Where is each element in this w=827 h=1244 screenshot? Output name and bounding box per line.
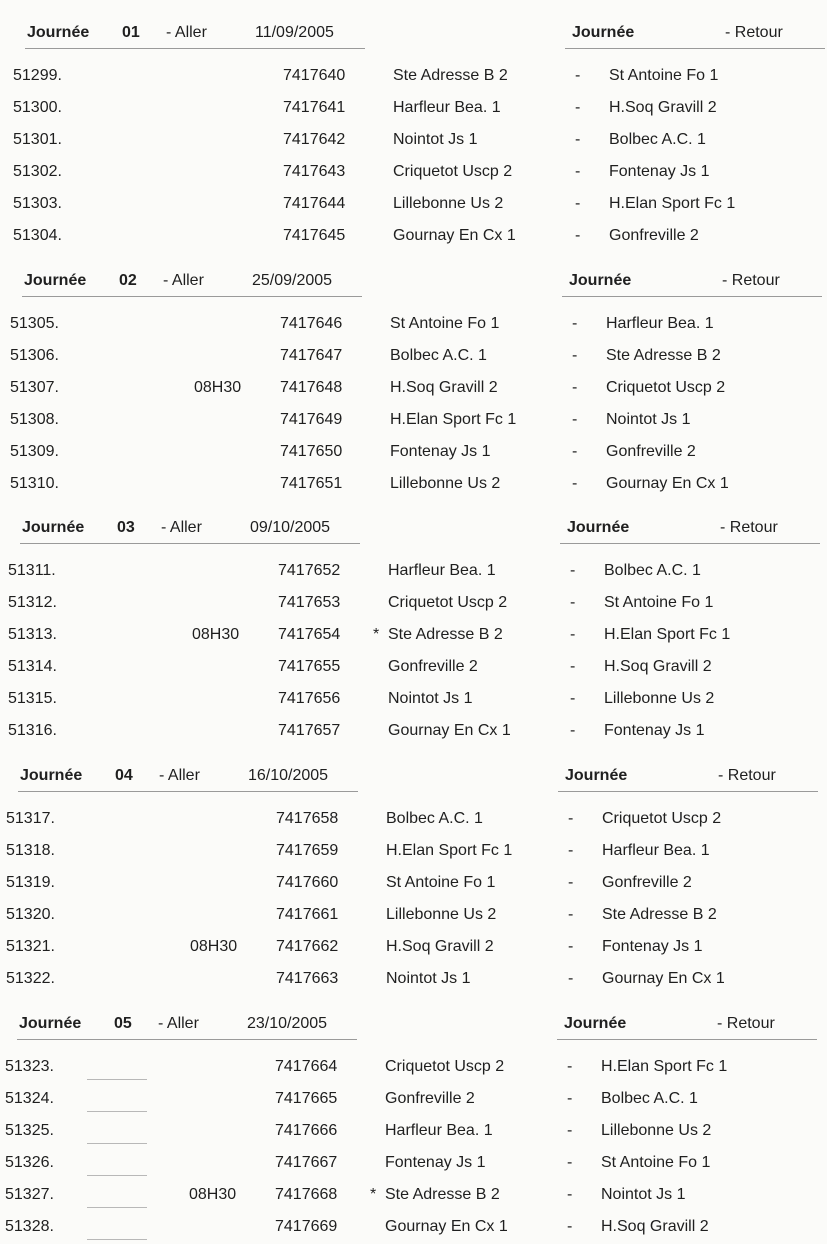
aller-date: 11/09/2005 (255, 24, 334, 41)
vs-dash: - (570, 658, 576, 675)
match-code: 7417657 (278, 722, 341, 739)
home-team: St Antoine Fo 1 (386, 874, 496, 891)
away-team: St Antoine Fo 1 (604, 594, 714, 611)
vs-dash: - (570, 594, 576, 611)
match-row (0, 868, 827, 900)
match-code: 7417640 (283, 67, 346, 84)
away-team: Criquetot Uscp 2 (606, 379, 726, 396)
aller-date: 25/09/2005 (252, 272, 333, 289)
home-team: Criquetot Uscp 2 (388, 594, 508, 611)
journee-header (0, 513, 827, 543)
aller-label: - Aller (159, 767, 200, 784)
home-team: Harfleur Bea. 1 (385, 1122, 493, 1139)
match-row (0, 221, 827, 253)
match-row (0, 588, 827, 620)
match-row (0, 620, 827, 652)
match-id: 51301. (13, 131, 62, 148)
away-team: Lillebonne Us 2 (604, 690, 715, 707)
home-team: Gournay En Cx 1 (388, 722, 511, 739)
vs-dash: - (568, 970, 574, 987)
away-team: Gournay En Cx 1 (606, 475, 729, 492)
vs-dash: - (567, 1090, 573, 1107)
match-row (0, 1212, 827, 1244)
journee-number: 02 (119, 272, 137, 289)
match-code: 7417644 (283, 195, 346, 212)
header-rule (17, 1039, 357, 1040)
match-id: 51316. (8, 722, 57, 739)
vs-dash: - (575, 195, 581, 212)
remark-mark: * (370, 1186, 377, 1203)
journee-number: 03 (117, 519, 135, 536)
match-code: 7417648 (280, 379, 343, 396)
match-code: 7417659 (276, 842, 339, 859)
retour-journee-label: Journée (572, 24, 635, 41)
match-row (0, 652, 827, 684)
away-team: Fontenay Js 1 (602, 938, 703, 955)
kickoff-time: 08H30 (194, 379, 242, 396)
match-code: 7417668 (275, 1186, 338, 1203)
match-code: 7417664 (275, 1058, 338, 1075)
away-team: Criquetot Uscp 2 (602, 810, 722, 827)
match-id: 51328. (5, 1218, 54, 1235)
match-id: 51311. (8, 562, 56, 579)
match-id: 51305. (10, 315, 59, 332)
header-rule (565, 48, 825, 49)
away-team: H.Soq Gravill 2 (604, 658, 712, 675)
match-id: 51309. (10, 443, 59, 460)
away-team: Ste Adresse B 2 (606, 347, 721, 364)
vs-dash: - (567, 1122, 573, 1139)
match-code: 7417654 (278, 626, 341, 643)
match-id: 51326. (5, 1154, 54, 1171)
match-row (0, 684, 827, 716)
vs-dash: - (567, 1218, 573, 1235)
match-id: 51312. (8, 594, 57, 611)
vs-dash: - (570, 562, 576, 579)
journee-header (0, 266, 827, 296)
vs-dash: - (570, 690, 576, 707)
home-team: H.Elan Sport Fc 1 (386, 842, 513, 859)
match-id: 51306. (10, 347, 59, 364)
match-id: 51314. (8, 658, 57, 675)
journee-header (0, 1009, 827, 1039)
match-id: 51323. (5, 1058, 54, 1075)
vs-dash: - (572, 379, 578, 396)
home-team: Nointot Js 1 (393, 131, 478, 148)
match-row (0, 341, 827, 373)
match-row (0, 1116, 827, 1148)
match-id: 51304. (13, 227, 62, 244)
header-rule (560, 543, 820, 544)
away-team: Harfleur Bea. 1 (602, 842, 710, 859)
header-rule (20, 543, 360, 544)
match-id: 51327. (5, 1186, 54, 1203)
vs-dash: - (570, 722, 576, 739)
home-team: Gournay En Cx 1 (385, 1218, 508, 1235)
aller-label: - Aller (166, 24, 207, 41)
vs-dash: - (572, 411, 578, 428)
kickoff-time: 08H30 (189, 1186, 237, 1203)
journee-header (0, 18, 827, 48)
signature-line (87, 1239, 147, 1240)
aller-date: 09/10/2005 (250, 519, 331, 536)
match-code: 7417641 (283, 99, 346, 116)
match-id: 51321. (6, 938, 55, 955)
retour-label: - Retour (718, 767, 776, 784)
away-team: St Antoine Fo 1 (601, 1154, 711, 1171)
match-id: 51300. (13, 99, 62, 116)
home-team: Nointot Js 1 (386, 970, 471, 987)
home-team: Fontenay Js 1 (390, 443, 491, 460)
match-row (0, 437, 827, 469)
match-code: 7417642 (283, 131, 346, 148)
retour-journee-label: Journée (565, 767, 628, 784)
home-team: Ste Adresse B 2 (393, 67, 508, 84)
match-row (0, 900, 827, 932)
away-team: Gonfreville 2 (609, 227, 699, 244)
match-code: 7417656 (278, 690, 341, 707)
retour-label: - Retour (720, 519, 778, 536)
remark-mark: * (373, 626, 380, 643)
signature-line (87, 1207, 147, 1208)
match-row (0, 309, 827, 341)
aller-label: - Aller (158, 1015, 199, 1032)
match-row (0, 804, 827, 836)
away-team: Fontenay Js 1 (609, 163, 710, 180)
journee-number: 01 (122, 24, 140, 41)
away-team: Nointot Js 1 (606, 411, 691, 428)
signature-line (87, 1111, 147, 1112)
journee-label: Journée (20, 767, 83, 784)
match-code: 7417663 (276, 970, 339, 987)
match-id: 51320. (6, 906, 55, 923)
header-rule (25, 48, 365, 49)
match-row (0, 836, 827, 868)
match-code: 7417647 (280, 347, 343, 364)
home-team: H.Soq Gravill 2 (386, 938, 494, 955)
match-code: 7417666 (275, 1122, 338, 1139)
signature-line (87, 1175, 147, 1176)
aller-date: 23/10/2005 (247, 1015, 328, 1032)
away-team: H.Soq Gravill 2 (609, 99, 717, 116)
match-id: 51307. (10, 379, 59, 396)
home-team: Lillebonne Us 2 (390, 475, 501, 492)
retour-journee-label: Journée (564, 1015, 627, 1032)
signature-line (87, 1143, 147, 1144)
match-row (0, 1052, 827, 1084)
match-id: 51318. (6, 842, 55, 859)
journee-label: Journée (19, 1015, 82, 1032)
vs-dash: - (567, 1186, 573, 1203)
kickoff-time: 08H30 (192, 626, 240, 643)
match-code: 7417655 (278, 658, 341, 675)
away-team: Nointot Js 1 (601, 1186, 686, 1203)
vs-dash: - (572, 315, 578, 332)
retour-label: - Retour (717, 1015, 775, 1032)
vs-dash: - (568, 842, 574, 859)
match-code: 7417643 (283, 163, 346, 180)
match-row (0, 1180, 827, 1212)
home-team: Fontenay Js 1 (385, 1154, 486, 1171)
home-team: Gonfreville 2 (385, 1090, 475, 1107)
match-id: 51322. (6, 970, 55, 987)
match-row (0, 469, 827, 501)
vs-dash: - (572, 475, 578, 492)
aller-label: - Aller (163, 272, 204, 289)
vs-dash: - (568, 810, 574, 827)
match-id: 51302. (13, 163, 62, 180)
journee-label: Journée (24, 272, 87, 289)
vs-dash: - (570, 626, 576, 643)
match-row (0, 964, 827, 996)
home-team: Lillebonne Us 2 (393, 195, 504, 212)
vs-dash: - (575, 67, 581, 84)
match-row (0, 157, 827, 189)
away-team: Fontenay Js 1 (604, 722, 705, 739)
signature-line (87, 1079, 147, 1080)
away-team: Bolbec A.C. 1 (601, 1090, 698, 1107)
journee-label: Journée (27, 24, 90, 41)
home-team: Ste Adresse B 2 (385, 1186, 500, 1203)
match-row (0, 556, 827, 588)
match-code: 7417669 (275, 1218, 338, 1235)
away-team: H.Elan Sport Fc 1 (601, 1058, 728, 1075)
match-row (0, 93, 827, 125)
match-row (0, 61, 827, 93)
away-team: H.Elan Sport Fc 1 (609, 195, 736, 212)
match-code: 7417653 (278, 594, 341, 611)
match-code: 7417661 (276, 906, 339, 923)
away-team: St Antoine Fo 1 (609, 67, 719, 84)
header-rule (558, 791, 818, 792)
match-id: 51308. (10, 411, 59, 428)
match-row (0, 125, 827, 157)
match-code: 7417660 (276, 874, 339, 891)
away-team: Bolbec A.C. 1 (609, 131, 706, 148)
match-code: 7417662 (276, 938, 339, 955)
retour-journee-label: Journée (567, 519, 630, 536)
match-id: 51299. (13, 67, 62, 84)
home-team: Ste Adresse B 2 (388, 626, 503, 643)
vs-dash: - (572, 443, 578, 460)
home-team: Bolbec A.C. 1 (386, 810, 483, 827)
match-row (0, 189, 827, 221)
vs-dash: - (568, 938, 574, 955)
match-code: 7417658 (276, 810, 339, 827)
aller-label: - Aller (161, 519, 202, 536)
match-id: 51319. (6, 874, 55, 891)
match-id: 51325. (5, 1122, 54, 1139)
match-row (0, 1084, 827, 1116)
home-team: Harfleur Bea. 1 (388, 562, 496, 579)
home-team: Criquetot Uscp 2 (393, 163, 513, 180)
home-team: Lillebonne Us 2 (386, 906, 497, 923)
retour-label: - Retour (722, 272, 780, 289)
away-team: Gonfreville 2 (602, 874, 692, 891)
match-code: 7417650 (280, 443, 343, 460)
header-rule (557, 1039, 817, 1040)
vs-dash: - (567, 1154, 573, 1171)
away-team: Ste Adresse B 2 (602, 906, 717, 923)
match-row (0, 716, 827, 748)
match-id: 51324. (5, 1090, 54, 1107)
match-code: 7417651 (280, 475, 343, 492)
vs-dash: - (575, 99, 581, 116)
match-code: 7417645 (283, 227, 346, 244)
vs-dash: - (575, 163, 581, 180)
vs-dash: - (568, 874, 574, 891)
home-team: St Antoine Fo 1 (390, 315, 500, 332)
home-team: Gournay En Cx 1 (393, 227, 516, 244)
vs-dash: - (572, 347, 578, 364)
journee-number: 04 (115, 767, 133, 784)
match-row (0, 405, 827, 437)
vs-dash: - (575, 227, 581, 244)
home-team: Gonfreville 2 (388, 658, 478, 675)
retour-journee-label: Journée (569, 272, 632, 289)
home-team: Nointot Js 1 (388, 690, 473, 707)
header-rule (22, 296, 362, 297)
away-team: H.Soq Gravill 2 (601, 1218, 709, 1235)
match-row (0, 932, 827, 964)
away-team: Gournay En Cx 1 (602, 970, 725, 987)
match-id: 51303. (13, 195, 62, 212)
retour-label: - Retour (725, 24, 783, 41)
home-team: Criquetot Uscp 2 (385, 1058, 505, 1075)
match-code: 7417646 (280, 315, 343, 332)
home-team: H.Elan Sport Fc 1 (390, 411, 517, 428)
home-team: H.Soq Gravill 2 (390, 379, 498, 396)
away-team: Gonfreville 2 (606, 443, 696, 460)
match-id: 51310. (10, 475, 59, 492)
vs-dash: - (568, 906, 574, 923)
match-id: 51317. (6, 810, 55, 827)
away-team: Harfleur Bea. 1 (606, 315, 714, 332)
vs-dash: - (575, 131, 581, 148)
aller-date: 16/10/2005 (248, 767, 329, 784)
journee-number: 05 (114, 1015, 132, 1032)
home-team: Harfleur Bea. 1 (393, 99, 501, 116)
away-team: Bolbec A.C. 1 (604, 562, 701, 579)
away-team: H.Elan Sport Fc 1 (604, 626, 731, 643)
match-row (0, 373, 827, 405)
match-code: 7417649 (280, 411, 343, 428)
match-code: 7417665 (275, 1090, 338, 1107)
match-id: 51315. (8, 690, 57, 707)
match-code: 7417667 (275, 1154, 338, 1171)
journee-header (0, 761, 827, 791)
journee-label: Journée (22, 519, 85, 536)
away-team: Lillebonne Us 2 (601, 1122, 712, 1139)
header-rule (18, 791, 358, 792)
match-code: 7417652 (278, 562, 341, 579)
match-row (0, 1148, 827, 1180)
home-team: Bolbec A.C. 1 (390, 347, 487, 364)
match-id: 51313. (8, 626, 57, 643)
header-rule (562, 296, 822, 297)
kickoff-time: 08H30 (190, 938, 238, 955)
vs-dash: - (567, 1058, 573, 1075)
